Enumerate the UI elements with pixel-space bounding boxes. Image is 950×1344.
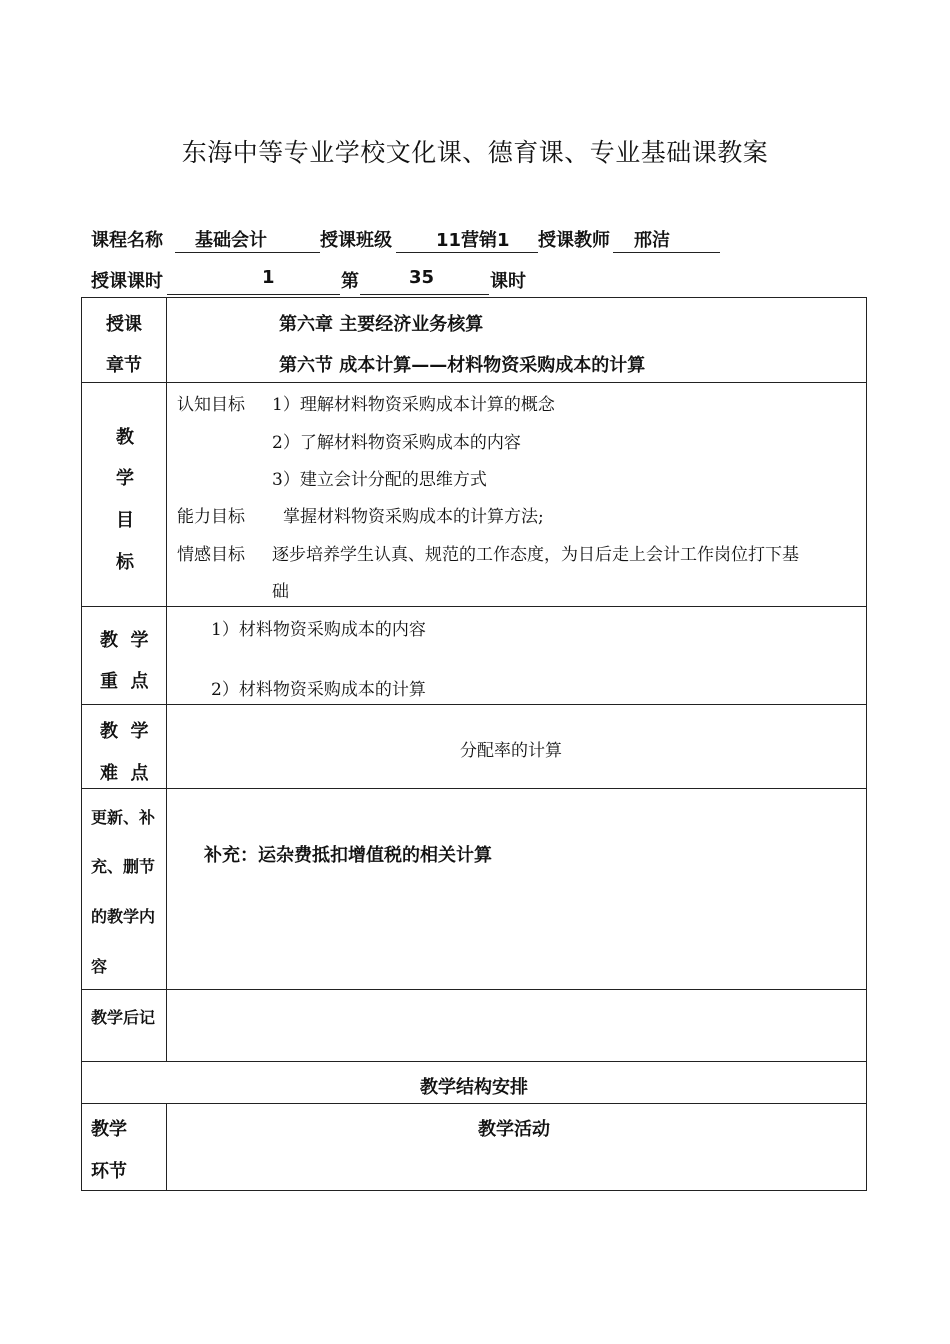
ability-objective-label: 能力目标 (177, 507, 245, 527)
cognitive-objective-item: 3）建立会计分配的思维方式 (272, 470, 487, 490)
objectives-label-char: 标 (116, 552, 134, 573)
updates-label-line: 的教学内 (91, 907, 156, 926)
structure-heading: 教学结构安排 (420, 1077, 528, 1098)
row-divider (82, 1103, 866, 1104)
document-title: 东海中等专业学校文化课、德育课、专业基础课教案 (181, 138, 769, 167)
session-prefix: 第 (341, 271, 359, 292)
section-title: 第六节 成本计算——材料物资采购成本的计算 (279, 355, 646, 376)
objectives-label-char: 教 (116, 427, 134, 448)
activity-heading: 教学活动 (478, 1119, 550, 1140)
updates-label-line: 容 (91, 957, 108, 976)
ability-objective-text: 掌握材料物资采购成本的计算方法; (283, 507, 544, 527)
updates-text: 补充：运杂费抵扣增值税的相关计算 (204, 845, 492, 866)
chapter-title: 第六章 主要经济业务核算 (279, 314, 484, 335)
course-name-underline (175, 252, 320, 253)
hours-underline (167, 294, 340, 295)
course-name-value: 基础会计 (195, 230, 267, 251)
difficulties-label-line2: 难 点 (100, 763, 149, 784)
cognitive-objective-label: 认知目标 (177, 395, 245, 415)
column-divider (166, 1103, 167, 1191)
class-label: 授课班级 (320, 230, 392, 251)
emotion-objective-label: 情感目标 (177, 545, 245, 565)
activity-label-line1: 教学 (91, 1119, 127, 1140)
postscript-label: 教学后记 (91, 1008, 156, 1027)
key-point-item: 2）材料物资采购成本的计算 (211, 680, 426, 700)
lesson-plan-table (81, 297, 867, 1191)
row-divider (82, 788, 866, 789)
column-divider (166, 298, 167, 1062)
teacher-label: 授课教师 (538, 230, 610, 251)
row-divider (82, 1061, 866, 1062)
chapter-label-line2: 章节 (106, 355, 142, 376)
cognitive-objective-item: 1）理解材料物资采购成本计算的概念 (272, 395, 555, 415)
objectives-label-char: 目 (116, 510, 134, 531)
course-name-label: 课程名称 (91, 230, 163, 251)
teacher-underline (613, 252, 720, 253)
row-divider (82, 989, 866, 990)
hours-value: 1 (262, 267, 275, 288)
class-value: 11营销1 (436, 230, 510, 251)
emotion-objective-text-cont: 础 (272, 582, 289, 602)
key-points-label-line1: 教 学 (100, 630, 149, 651)
hours-label: 授课课时 (91, 271, 163, 292)
session-value: 35 (409, 267, 435, 288)
activity-label-line2: 环节 (91, 1161, 127, 1182)
row-divider (82, 606, 866, 607)
row-divider (82, 382, 866, 383)
chapter-label-line1: 授课 (106, 314, 142, 335)
updates-label-line: 充、删节 (91, 857, 156, 876)
key-points-label-line2: 重 点 (100, 671, 149, 692)
row-divider (82, 704, 866, 705)
cognitive-objective-item: 2）了解材料物资采购成本的内容 (272, 433, 521, 453)
key-point-item: 1）材料物资采购成本的内容 (211, 620, 426, 640)
objectives-label-char: 学 (116, 468, 134, 489)
session-underline (360, 294, 489, 295)
class-underline (396, 252, 538, 253)
teacher-value: 邢洁 (634, 230, 670, 251)
updates-label-line: 更新、补 (91, 808, 156, 827)
difficulty-text: 分配率的计算 (460, 741, 562, 761)
session-suffix: 课时 (490, 271, 526, 292)
difficulties-label-line1: 教 学 (100, 721, 149, 742)
emotion-objective-text: 逐步培养学生认真、规范的工作态度，为日后走上会计工作岗位打下基 (272, 545, 799, 565)
